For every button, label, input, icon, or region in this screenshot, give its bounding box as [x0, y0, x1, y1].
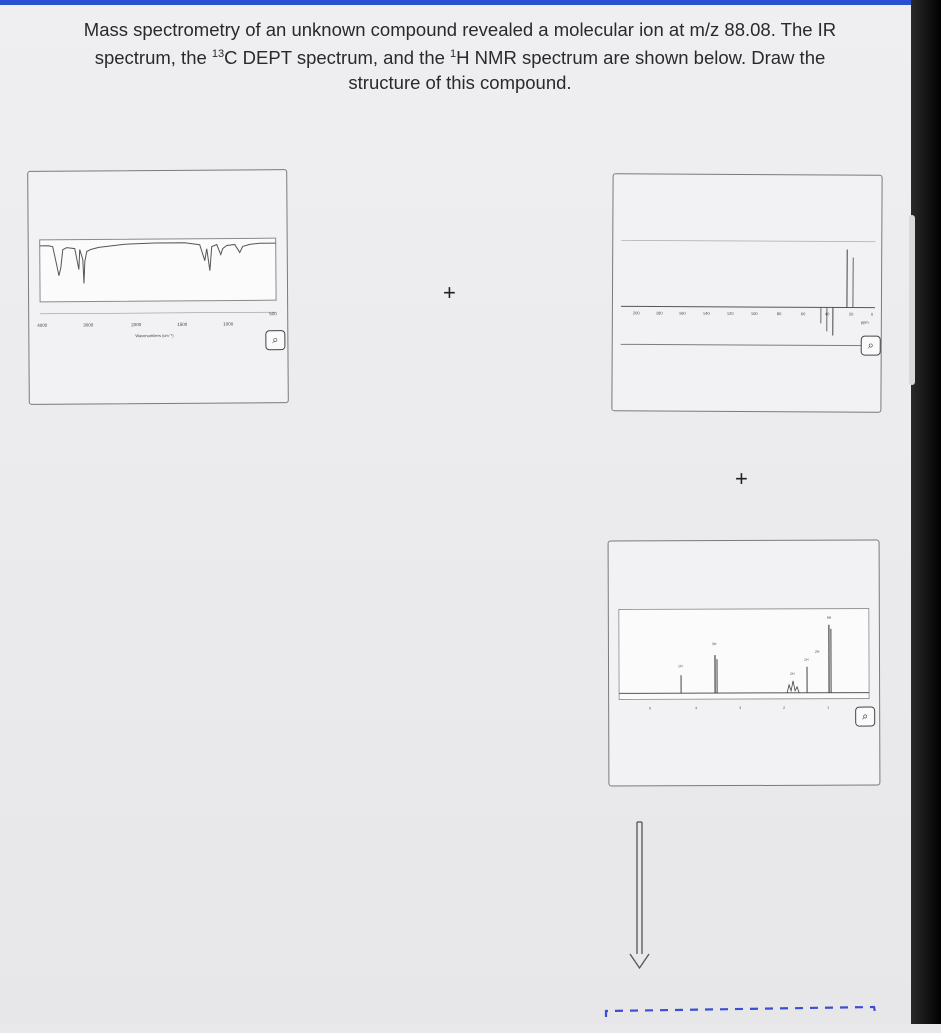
c13-tick-200: 200 [633, 310, 640, 315]
magnifier-icon: ⌕ [272, 334, 278, 347]
add-ir-plus[interactable] [443, 280, 456, 306]
c13-baseline [621, 306, 875, 307]
c13-lower-rule [621, 344, 875, 345]
h1-spectrum-plot [615, 605, 873, 726]
h1-tick-5: 5 [649, 706, 651, 710]
ir-tick-500: 500 [269, 311, 277, 316]
c13-tick-140: 140 [703, 311, 710, 316]
ir-axis-label: Wavenumbers (cm⁻¹) [135, 333, 174, 338]
add-c13-plus[interactable] [735, 466, 748, 492]
c13-dept-spectrum-panel[interactable] [611, 173, 882, 412]
c13-ppm-label: ppm [861, 320, 869, 325]
h1-integration-3h: 3H [712, 642, 717, 646]
question-line-2a: spectrum, the [95, 47, 212, 68]
c13-zoom-button[interactable] [861, 336, 881, 356]
h1-tick-1: 1 [827, 706, 829, 710]
device-bezel [911, 0, 941, 1024]
h1-superscript: 1 [450, 48, 456, 60]
h1-nmr-spectrum-panel[interactable] [608, 540, 881, 787]
h1-tick-2: 2 [783, 706, 785, 710]
h1-tick-3: 3 [739, 706, 741, 710]
question-line-2c: H NMR spectrum are shown below. Draw the [456, 47, 825, 68]
plus-icon: + [443, 280, 456, 305]
h1-integration-6h: 6H [827, 616, 832, 620]
scroll-handle[interactable] [909, 215, 915, 385]
ir-spectrum-panel[interactable] [27, 169, 289, 405]
question-line-2 [45, 42, 875, 70]
h1-ticks [649, 706, 829, 711]
ir-spectrum-plot [35, 230, 282, 352]
c13-tick-120: 120 [727, 311, 734, 316]
top-accent-bar [0, 0, 920, 5]
c13-tick-60: 60 [801, 311, 806, 316]
ir-tick-1500: 1500 [177, 322, 188, 327]
question-line-3: structure of this compound. [45, 70, 875, 95]
c13-tick-20: 20 [849, 312, 854, 317]
c13-tick-40: 40 [825, 311, 830, 316]
ir-tick-2000: 2000 [131, 322, 142, 327]
magnifier-icon: ⌕ [862, 710, 868, 723]
c13-top-border [621, 240, 875, 241]
c13-tick-160: 160 [679, 311, 686, 316]
h1-zoom-button[interactable] [855, 707, 875, 727]
ir-plot-frame [40, 238, 276, 302]
h1-integration-2h-b: 2H [815, 650, 820, 654]
ir-zoom-button[interactable] [265, 330, 285, 350]
c13-tick-80: 80 [777, 311, 782, 316]
c13-tick-100: 100 [751, 311, 758, 316]
down-arrow-icon [626, 818, 656, 972]
h1-integration-1h-b: 1H [804, 658, 809, 662]
c13-ticks [633, 310, 874, 324]
ir-tick-4000: 4000 [37, 323, 48, 328]
question-line-1: Mass spectrometry of an unknown compound revealed a molecular ion at m/z 88.08. The IR [45, 17, 875, 42]
h1-integration-1h-a: 1H [678, 664, 683, 668]
h1-integration-2h-a: 2H [790, 672, 795, 676]
question-text [45, 17, 875, 95]
ir-tick-1000: 1000 [223, 321, 234, 326]
magnifier-icon: ⌕ [868, 339, 874, 352]
question-line-2b: C DEPT spectrum, and the [224, 47, 450, 68]
c13-superscript: 13 [212, 48, 224, 60]
c13-spectrum-plot [617, 234, 880, 355]
structure-drop-area[interactable] [604, 1003, 876, 1033]
plus-icon: + [735, 466, 748, 491]
c13-tick-180: 180 [656, 311, 663, 316]
ir-x-axis [40, 312, 276, 314]
h1-tick-4: 4 [695, 706, 697, 710]
c13-tick-0: 0 [871, 312, 874, 317]
ir-tick-3000: 3000 [83, 322, 94, 327]
